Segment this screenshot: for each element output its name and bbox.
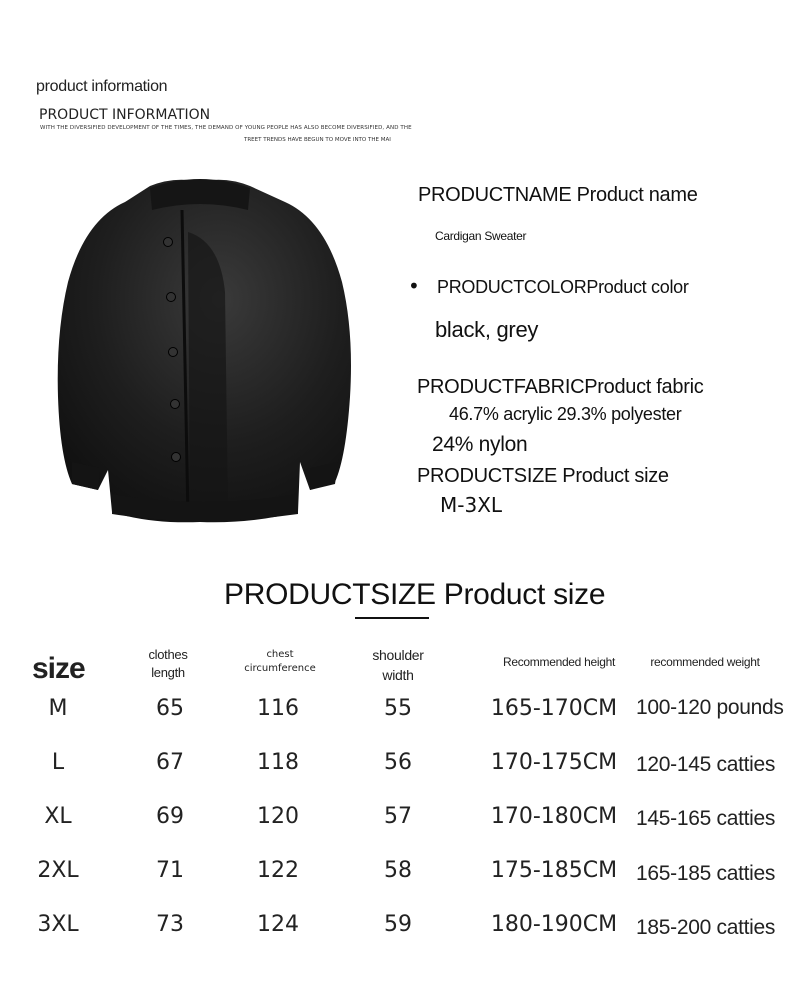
header-shoulder-line2: width <box>382 666 414 683</box>
header-chest-line2: circumference <box>244 663 316 674</box>
product-name-value: Cardigan Sweater <box>435 229 527 243</box>
cell-weight: 165-185 catties <box>636 862 776 885</box>
cell-weight: 185-200 catties <box>636 916 776 939</box>
cell-weight: 145-165 catties <box>636 807 776 830</box>
cell-chest: 116 <box>257 696 299 721</box>
header-clothes-length <box>128 646 208 682</box>
cell-chest: 124 <box>257 912 299 937</box>
cell-shoulder: 58 <box>384 858 412 883</box>
cell-height: 180-190CM <box>490 912 618 937</box>
cell-weight: 100-120 pounds <box>636 696 784 719</box>
cell-height: 175-185CM <box>490 858 618 883</box>
header-chest-line1: chest <box>266 649 294 660</box>
product-color-value: black, grey <box>435 317 539 342</box>
header-clothes-length-line1: clothes <box>148 647 188 662</box>
cell-size: 3XL <box>37 912 79 937</box>
size-table-title: PRODUCTSIZE Product size <box>224 578 606 611</box>
header-recommended-weight: recommended weight <box>650 655 760 669</box>
cell-length: 73 <box>156 912 184 937</box>
header-clothes-length-line2: length <box>151 665 185 681</box>
cell-length: 69 <box>156 804 184 829</box>
table-row <box>0 804 790 844</box>
header-shoulder-width <box>360 646 436 685</box>
cell-size: XL <box>44 804 72 829</box>
product-color-heading: PRODUCTCOLORProduct color <box>437 277 689 297</box>
cell-chest: 120 <box>257 804 299 829</box>
cell-length: 65 <box>156 696 184 721</box>
product-information-label: product information <box>36 78 168 95</box>
product-size-heading: PRODUCTSIZE Product size <box>417 465 669 487</box>
cell-height: 170-180CM <box>490 804 618 829</box>
cell-shoulder: 56 <box>384 750 412 775</box>
header-shoulder-line1: shoulder <box>372 647 424 663</box>
cardigan-sweater-image <box>50 172 360 532</box>
cell-height: 165-170CM <box>490 696 618 721</box>
cell-length: 67 <box>156 750 184 775</box>
product-fabric-heading: PRODUCTFABRICProduct fabric <box>417 376 704 398</box>
cell-size: L <box>51 750 65 775</box>
title-underline <box>355 617 429 619</box>
cell-size: 2XL <box>37 858 79 883</box>
cell-shoulder: 59 <box>384 912 412 937</box>
cell-height: 170-175CM <box>490 750 618 775</box>
header-chest-circumference <box>238 648 322 676</box>
product-fabric-value-line2: 24% nylon <box>432 433 528 456</box>
product-name-heading: PRODUCTNAME Product name <box>418 184 698 206</box>
cell-size: M <box>48 696 68 721</box>
cell-weight: 120-145 catties <box>636 753 776 776</box>
table-row <box>0 858 790 898</box>
bullet-dot: • <box>408 274 420 298</box>
product-fabric-value-line1: 46.7% acrylic 29.3% polyester <box>449 404 682 424</box>
table-row <box>0 750 790 790</box>
header-recommended-height: Recommended height <box>502 655 615 669</box>
product-size-value: M-3XL <box>440 493 503 517</box>
cell-shoulder: 57 <box>384 804 412 829</box>
header-size: size <box>32 652 85 685</box>
cell-chest: 118 <box>257 750 299 775</box>
cell-shoulder: 55 <box>384 696 412 721</box>
cell-length: 71 <box>156 858 184 883</box>
table-row <box>0 696 790 736</box>
cell-chest: 122 <box>257 858 299 883</box>
product-information-title: PRODUCT INFORMATION <box>39 107 211 123</box>
header-description-line1: WITH THE DIVERSIFIED DEVELOPMENT OF THE TIMES, THE DEMAND OF YOUNG PEOPLE HAS ALSO BECOME DIVERSIFIED, AND THE <box>40 125 412 131</box>
header-description-line2: TREET TRENDS HAVE BEGUN TO MOVE INTO THE MAI <box>244 137 391 143</box>
table-row <box>0 912 790 952</box>
